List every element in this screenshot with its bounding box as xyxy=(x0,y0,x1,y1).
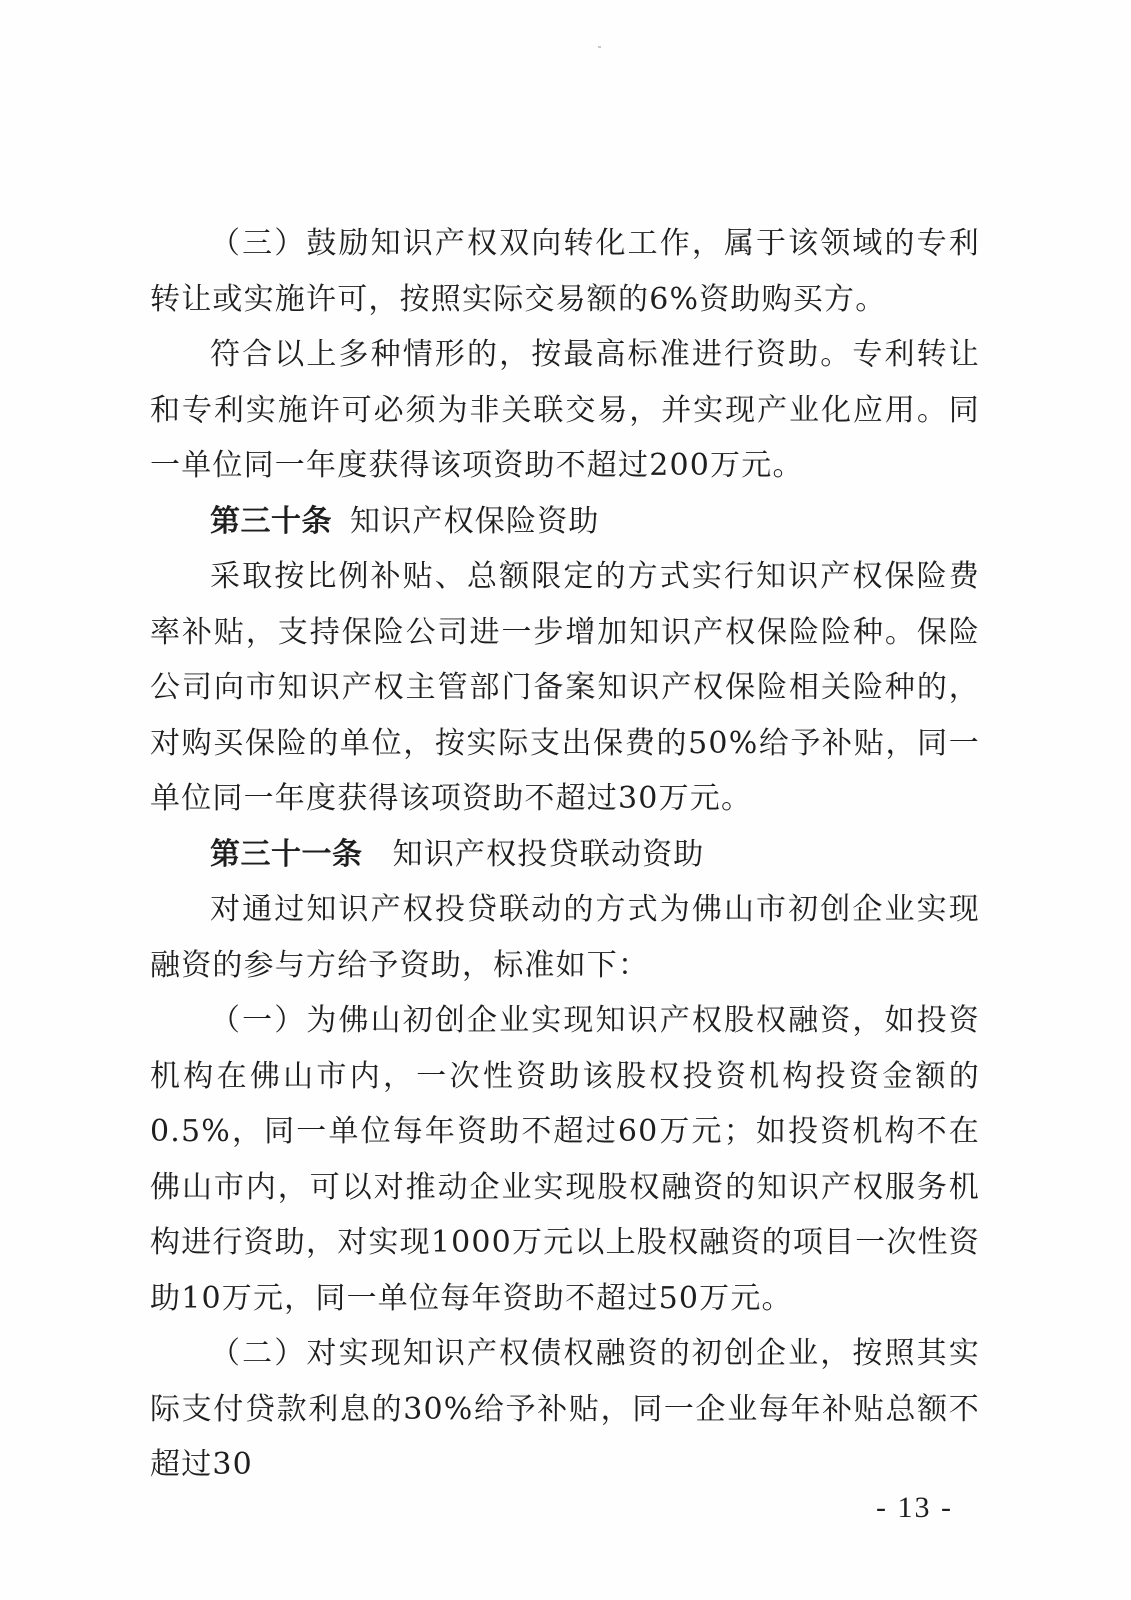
paragraph-highest-standard: 符合以上多种情形的，按最高标准进行资助。专利转让和专利实施许可必须为非关联交易，并实现产业化应用。同一单位同一年度获得该项资助不超过200万元。 xyxy=(150,337,980,483)
scan-artifact xyxy=(598,46,601,48)
paragraph-debt-financing: （二）对实现知识产权债权融资的初创企业，按照其实际支付贷款利息的30%给予补贴，同一企业每年补贴总额不超过30 xyxy=(150,1336,980,1482)
article-31-heading xyxy=(150,827,980,883)
document-body xyxy=(150,216,980,1493)
paragraph-insurance-subsidy: 采取按比例补贴、总额限定的方式实行知识产权保险费率补贴，支持保险公司进一步增加知识产权保险险种。保险公司向市知识产权主管部门备案知识产权保险相关险种的，对购买保险的单位，按实际支出保费的50%给予补贴，同一单位同一年度获得该项资助不超过30万元。 xyxy=(150,559,980,816)
article-30-title: 知识产权保险资助 xyxy=(350,503,600,539)
article-30-heading xyxy=(150,494,980,550)
article-31-number: 第三十一条 xyxy=(210,836,363,872)
article-30-number: 第三十条 xyxy=(210,503,332,539)
article-31-title: 知识产权投贷联动资助 xyxy=(392,836,705,872)
page-number: - 13 - xyxy=(876,1491,953,1524)
paragraph-equity-financing: （一）为佛山初创企业实现知识产权股权融资，如投资机构在佛山市内，一次性资助该股权投资机构投资金额的0.5%，同一单位每年资助不超过60万元；如投资机构不在佛山市内，可以对推动企业实现股权融资的知识产权服务机构进行资助，对实现1000万元以上股权融资的项目一次性资助10万元，同一单位每年资助不超过50万元。 xyxy=(150,1003,980,1316)
paragraph-investment-loan-intro: 对通过知识产权投贷联动的方式为佛山市初创企业实现融资的参与方给予资助，标准如下： xyxy=(150,892,980,983)
paragraph-clause-3: （三）鼓励知识产权双向转化工作，属于该领域的专利转让或实施许可，按照实际交易额的6%资助购买方。 xyxy=(150,226,980,317)
